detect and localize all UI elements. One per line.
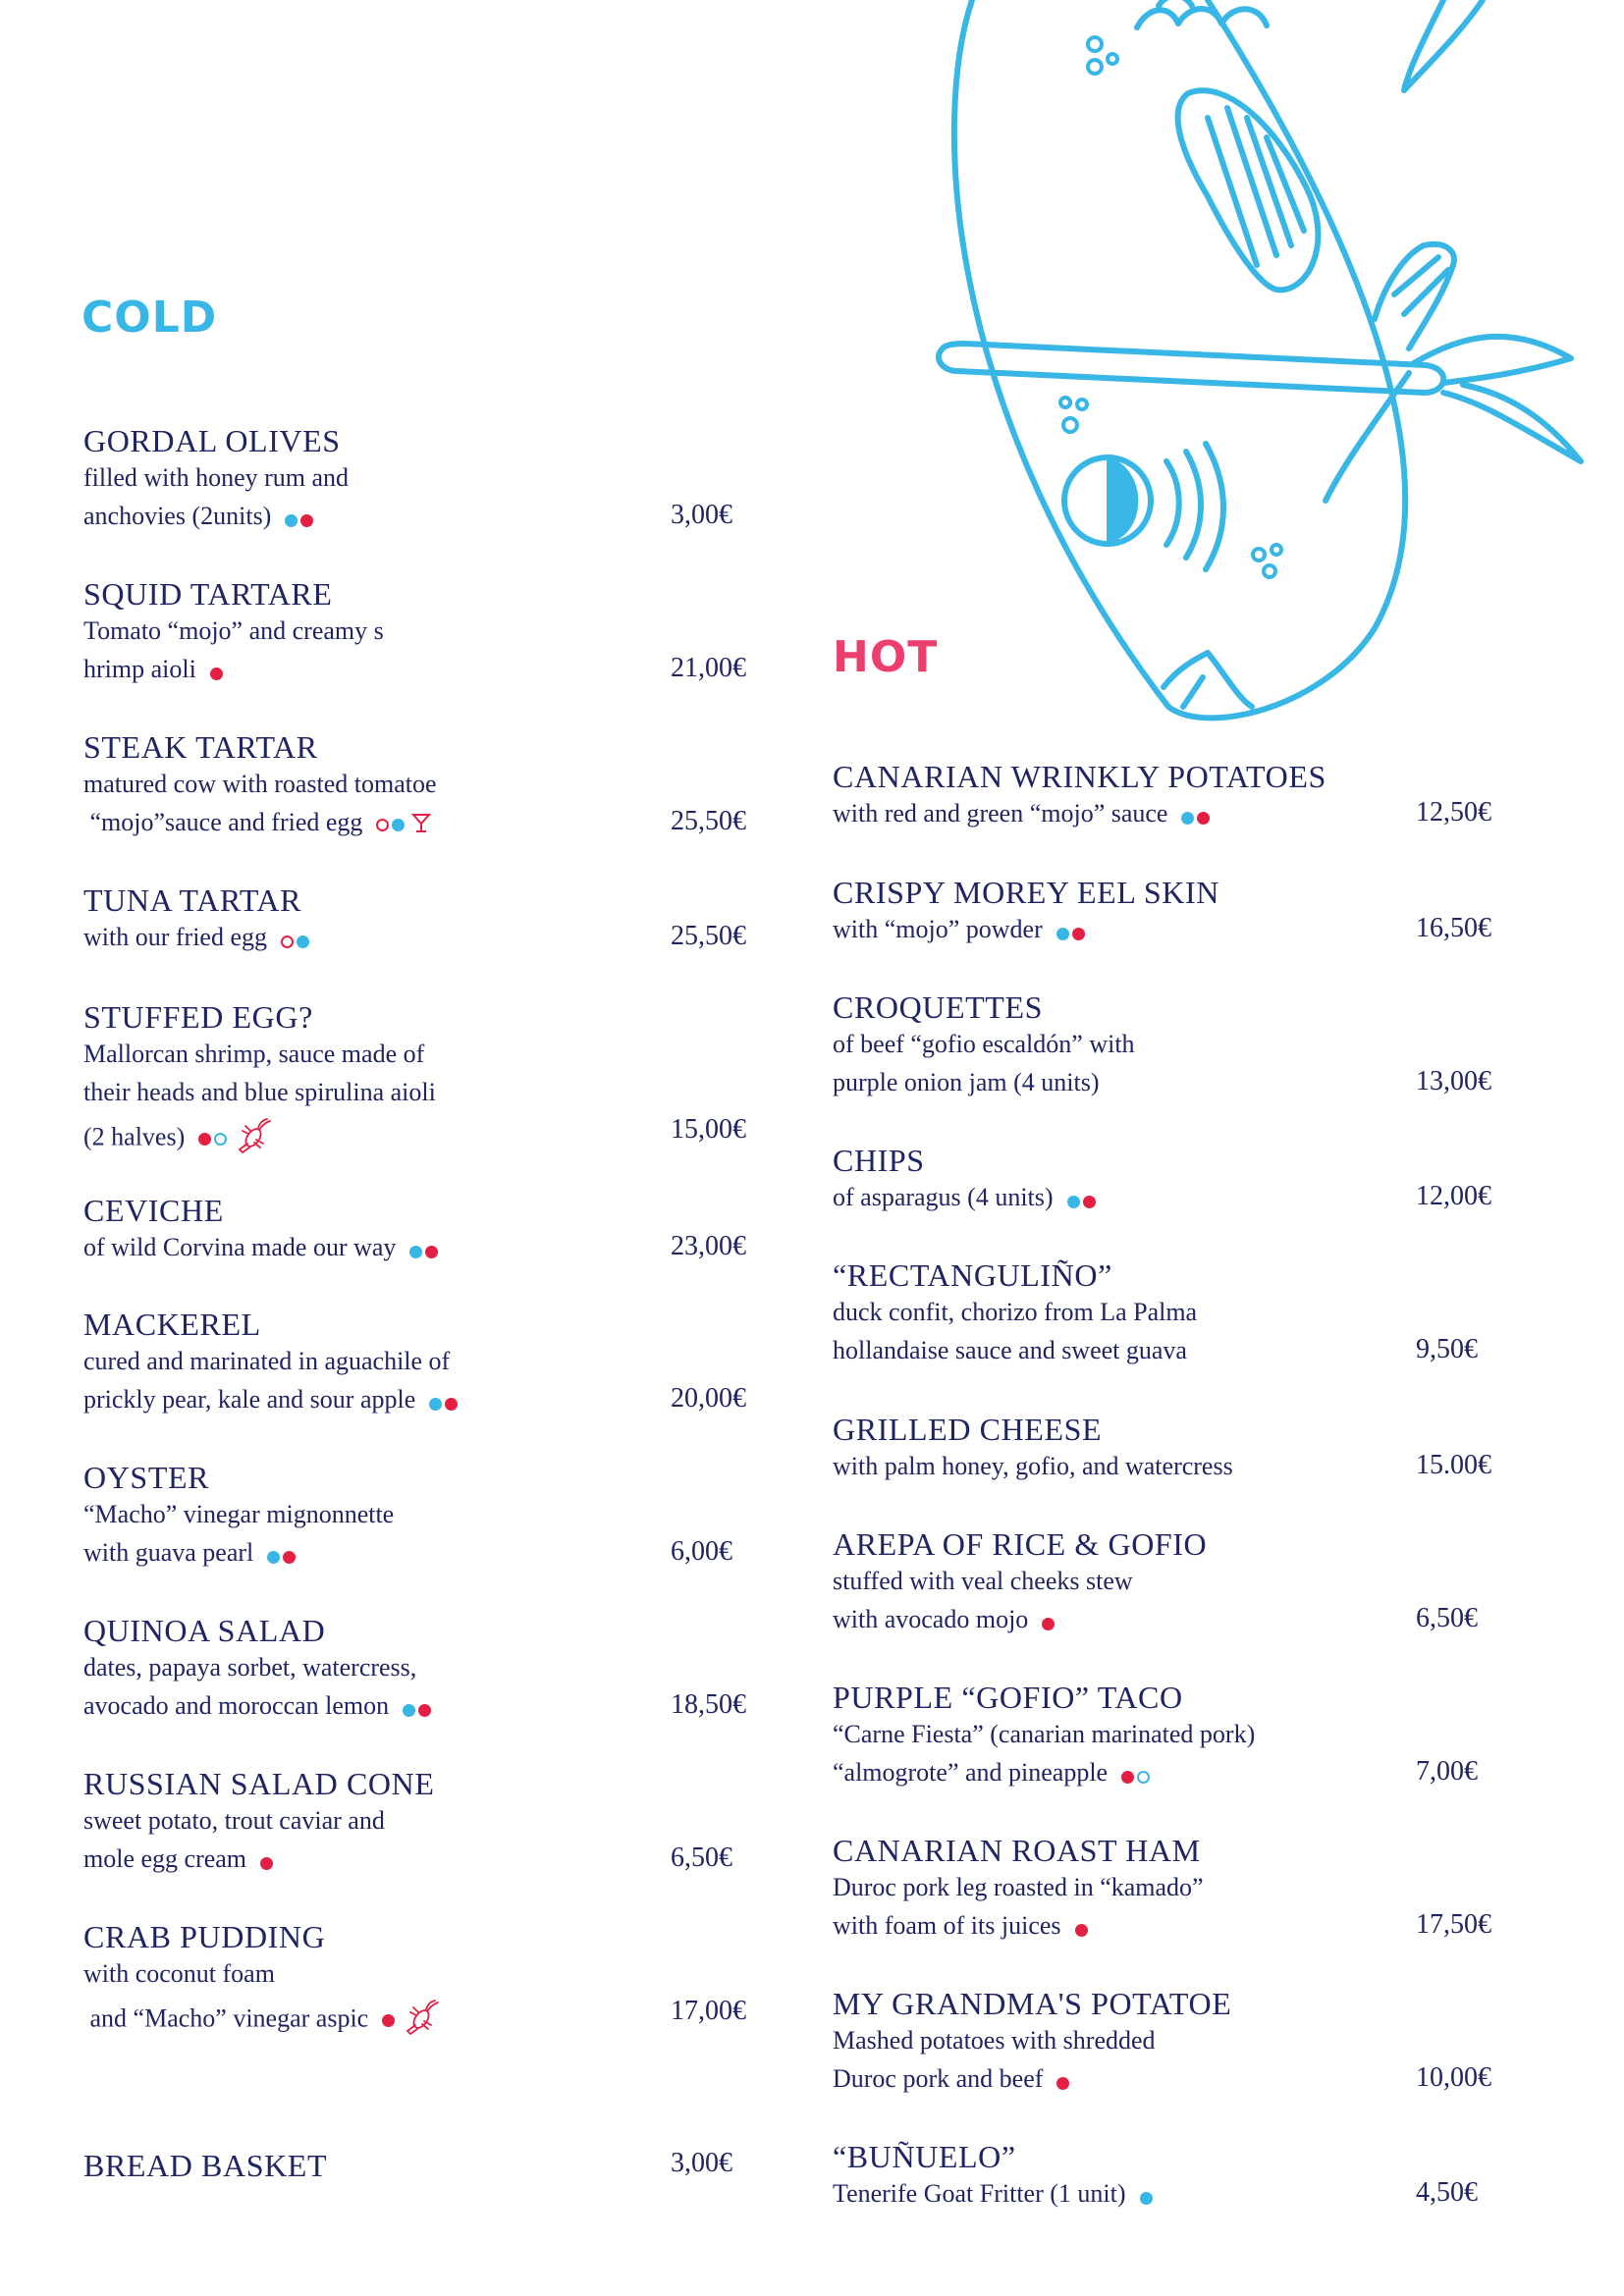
dish-description (833, 2028, 1156, 2054)
allergen-marks (382, 2000, 441, 2042)
description-text: dates, papaya sorbet, watercress, (83, 1653, 417, 1682)
dish-description (83, 1693, 434, 1721)
allergen-marks (403, 1695, 434, 1721)
description-text: with our fried egg (83, 923, 268, 951)
description-text: avocado and moroccan lemon (83, 1691, 390, 1720)
dish-price: 6,50€ (671, 1842, 732, 1873)
dot (445, 1398, 458, 1411)
dish-name: BREAD BASKET (83, 2148, 328, 2183)
description-text: “Carne Fiesta” (canarian marinated pork) (833, 1720, 1256, 1748)
dish-description (83, 772, 437, 797)
dish-price: 18,50€ (671, 1689, 746, 1720)
allergen-marks (267, 1542, 298, 1568)
allergen-marks (260, 1848, 276, 1874)
dish-price: 6,00€ (671, 1536, 732, 1567)
dish-description (83, 1502, 394, 1527)
description-text: “Macho” vinegar mignonnette (83, 1500, 395, 1528)
dish-name: RUSSIAN SALAD CONE (83, 1766, 435, 1801)
allergen-marks (1140, 2183, 1156, 2209)
dot (283, 1551, 296, 1564)
allergen-marks (1056, 2068, 1072, 2094)
allergen-marks (1121, 1762, 1153, 1788)
description-text: duck confit, chorizo from La Palma (833, 1298, 1198, 1326)
dish-price: 21,00€ (671, 653, 746, 683)
description-text: with palm honey, gofio, and watercress (833, 1452, 1233, 1480)
dish-price: 12,50€ (1416, 797, 1491, 828)
description-text: with coconut foam (83, 1959, 275, 1988)
dish-price: 25,50€ (671, 806, 746, 836)
dot (285, 514, 298, 527)
dish-description (833, 1875, 1204, 1900)
dish-description (83, 1041, 424, 1067)
dish-name: “RECTANGULIÑO” (833, 1257, 1112, 1293)
description-text: “mojo”sauce and fried egg (83, 808, 363, 836)
dot (198, 1133, 211, 1146)
dish-description (833, 1913, 1091, 1941)
description-text: Mallorcan shrimp, sauce made of (83, 1040, 425, 1068)
dish-price: 6,50€ (1416, 1603, 1478, 1633)
description-text: Duroc pork and beef (833, 2064, 1044, 2093)
dish-description (833, 1607, 1057, 1634)
dish-name: CEVICHE (83, 1193, 224, 1228)
dish-description (833, 1300, 1197, 1325)
description-text: with “mojo” powder (833, 915, 1043, 943)
dot (409, 1246, 422, 1258)
dish-description (83, 1235, 441, 1262)
dot (429, 1398, 442, 1411)
description-text: matured cow with roasted tomatoe (83, 770, 437, 798)
dish-name: GORDAL OLIVES (83, 423, 341, 458)
dish-description (83, 618, 384, 644)
allergen-marks (409, 1237, 441, 1262)
dish-description (833, 1185, 1099, 1212)
dish-description (833, 1032, 1135, 1057)
dish-name: GRILLED CHEESE (833, 1412, 1103, 1447)
dish-name: STEAK TARTAR (83, 729, 318, 765)
description-text: stuffed with veal cheeks stew (833, 1567, 1133, 1595)
description-text: Duroc pork leg roasted in “kamado” (833, 1873, 1204, 1901)
dot (1067, 1196, 1080, 1208)
hot-heading: HOT (833, 632, 939, 682)
dish-description (833, 801, 1213, 828)
dish-description (833, 2181, 1156, 2209)
description-text: and “Macho” vinegar aspic (83, 2003, 369, 2033)
fish-icon (913, 0, 1624, 746)
dot (1075, 1924, 1088, 1937)
ring-dot (214, 1133, 227, 1146)
dish-price: 3,00€ (671, 2148, 732, 2178)
dish-description (83, 1808, 385, 1834)
allergen-marks (210, 659, 226, 684)
dish-price: 10,00€ (1416, 2062, 1491, 2093)
dish-description (83, 465, 349, 491)
description-text: purple onion jam (4 units) (833, 1068, 1100, 1096)
description-text: anchovies (2units) (83, 502, 272, 530)
description-text: sweet potato, trout caviar and (83, 1806, 385, 1835)
allergen-marks (281, 927, 312, 952)
dish-description (83, 1846, 276, 1874)
allergen-marks (1042, 1609, 1057, 1634)
dish-price: 9,50€ (1416, 1334, 1478, 1364)
dish-price: 17,00€ (671, 1996, 746, 2026)
allergen-marks (429, 1389, 460, 1415)
dish-price: 4,50€ (1416, 2177, 1478, 2208)
dish-name: CANARIAN ROAST HAM (833, 1833, 1201, 1868)
description-text: filled with honey rum and (83, 463, 350, 492)
allergen-marks (198, 1118, 273, 1160)
dish-description (833, 1338, 1187, 1363)
dish-name: TUNA TARTAR (83, 882, 302, 918)
dish-description (83, 1540, 298, 1568)
dish-description (83, 925, 312, 952)
description-text: with foam of its juices (833, 1911, 1061, 1940)
dish-description (833, 1070, 1100, 1095)
dish-description (833, 917, 1088, 944)
dish-description (833, 1569, 1133, 1594)
dot (210, 667, 223, 680)
dish-name: MACKEREL (83, 1307, 261, 1342)
dot (425, 1246, 438, 1258)
description-text: (2 halves) (83, 1122, 186, 1151)
dot (267, 1551, 280, 1564)
dish-description (83, 657, 226, 684)
dish-description (83, 1387, 460, 1415)
description-text: hollandaise sauce and sweet guava (833, 1336, 1187, 1364)
allergen-marks (1067, 1187, 1099, 1212)
dot (403, 1704, 415, 1717)
description-text: with guava pearl (83, 1538, 254, 1567)
dish-description (833, 1454, 1233, 1479)
dish-name: MY GRANDMA'S POTATOE (833, 1986, 1232, 2021)
allergen-marks (285, 506, 316, 531)
dish-description (833, 2066, 1072, 2094)
dish-description (83, 1118, 273, 1160)
dot (392, 819, 405, 831)
dish-description (833, 1722, 1255, 1747)
dish-name: CHIPS (833, 1143, 925, 1178)
dot (260, 1857, 273, 1870)
cold-heading: COLD (81, 293, 218, 343)
dish-price: 20,00€ (671, 1383, 746, 1414)
description-text: with avocado mojo (833, 1605, 1029, 1633)
allergen-marks (1056, 919, 1088, 944)
dot (382, 2014, 395, 2027)
dot (297, 935, 309, 948)
dot (1083, 1196, 1096, 1208)
dot (1140, 2192, 1153, 2205)
dish-price: 3,00€ (671, 500, 732, 530)
dish-name: AREPA OF RICE & GOFIO (833, 1526, 1208, 1562)
dish-price: 15.00€ (1416, 1450, 1491, 1480)
description-text: “almogrote” and pineapple (833, 1758, 1109, 1787)
description-text: of wild Corvina made our way (83, 1233, 397, 1261)
dot (1056, 2077, 1069, 2090)
dish-name: CROQUETTES (833, 989, 1043, 1025)
dish-price: 16,50€ (1416, 913, 1491, 943)
dish-description (83, 504, 316, 531)
dot (300, 514, 313, 527)
description-text: with red and green “mojo” sauce (833, 799, 1168, 828)
dish-name: STUFFED EGG? (83, 999, 313, 1035)
dish-name: CRAB PUDDING (83, 1919, 326, 1954)
dish-description (83, 1349, 450, 1374)
dish-name: PURPLE “GOFIO” TACO (833, 1680, 1183, 1715)
allergen-marks (376, 811, 431, 839)
dish-description (83, 1080, 436, 1105)
dish-price: 25,50€ (671, 921, 746, 951)
ring-dot (376, 819, 389, 831)
dot (1197, 812, 1210, 825)
dish-description (83, 2000, 441, 2042)
dish-price: 13,00€ (1416, 1066, 1491, 1096)
cocktail-icon (411, 812, 431, 838)
dish-name: CANARIAN WRINKLY POTATOES (833, 759, 1326, 794)
dish-price: 23,00€ (671, 1231, 746, 1261)
description-text: Tomato “mojo” and creamy s (83, 616, 384, 645)
allergen-marks (1075, 1915, 1091, 1941)
description-text: prickly pear, kale and sour apple (83, 1385, 416, 1414)
dish-description (833, 1760, 1153, 1788)
description-text: cured and marinated in aguachile of (83, 1347, 451, 1375)
dish-price: 17,50€ (1416, 1909, 1491, 1940)
dot (1121, 1771, 1134, 1784)
description-text: their heads and blue spirulina aioli (83, 1078, 436, 1106)
dot (418, 1704, 431, 1717)
lobster-icon (402, 2000, 441, 2042)
lobster-icon (234, 1118, 273, 1160)
dish-price: 15,00€ (671, 1114, 746, 1145)
dish-name: “BUÑUELO” (833, 2139, 1016, 2174)
description-text: of beef “gofio escaldón” with (833, 1030, 1135, 1058)
description-text: Tenerife Goat Fritter (1 unit) (833, 2179, 1126, 2208)
dot (1056, 928, 1069, 940)
ring-dot (1137, 1771, 1150, 1784)
dish-price: 7,00€ (1416, 1756, 1478, 1787)
dish-price: 12,00€ (1416, 1181, 1491, 1211)
dish-description (83, 1961, 275, 1987)
dish-name: SQUID TARTARE (83, 576, 333, 612)
ring-dot (281, 935, 294, 948)
dish-description (83, 1655, 416, 1681)
dot (1042, 1618, 1055, 1630)
description-text: hrimp aioli (83, 655, 196, 683)
dish-description (83, 810, 431, 838)
dot (1181, 812, 1194, 825)
description-text: mole egg cream (83, 1844, 247, 1873)
dot (1072, 928, 1085, 940)
description-text: Mashed potatoes with shredded (833, 2026, 1156, 2055)
dish-name: OYSTER (83, 1460, 210, 1495)
dish-name: CRISPY MOREY EEL SKIN (833, 875, 1219, 910)
allergen-marks (1181, 803, 1213, 828)
description-text: of asparagus (4 units) (833, 1183, 1054, 1211)
dish-name: QUINOA SALAD (83, 1613, 326, 1648)
